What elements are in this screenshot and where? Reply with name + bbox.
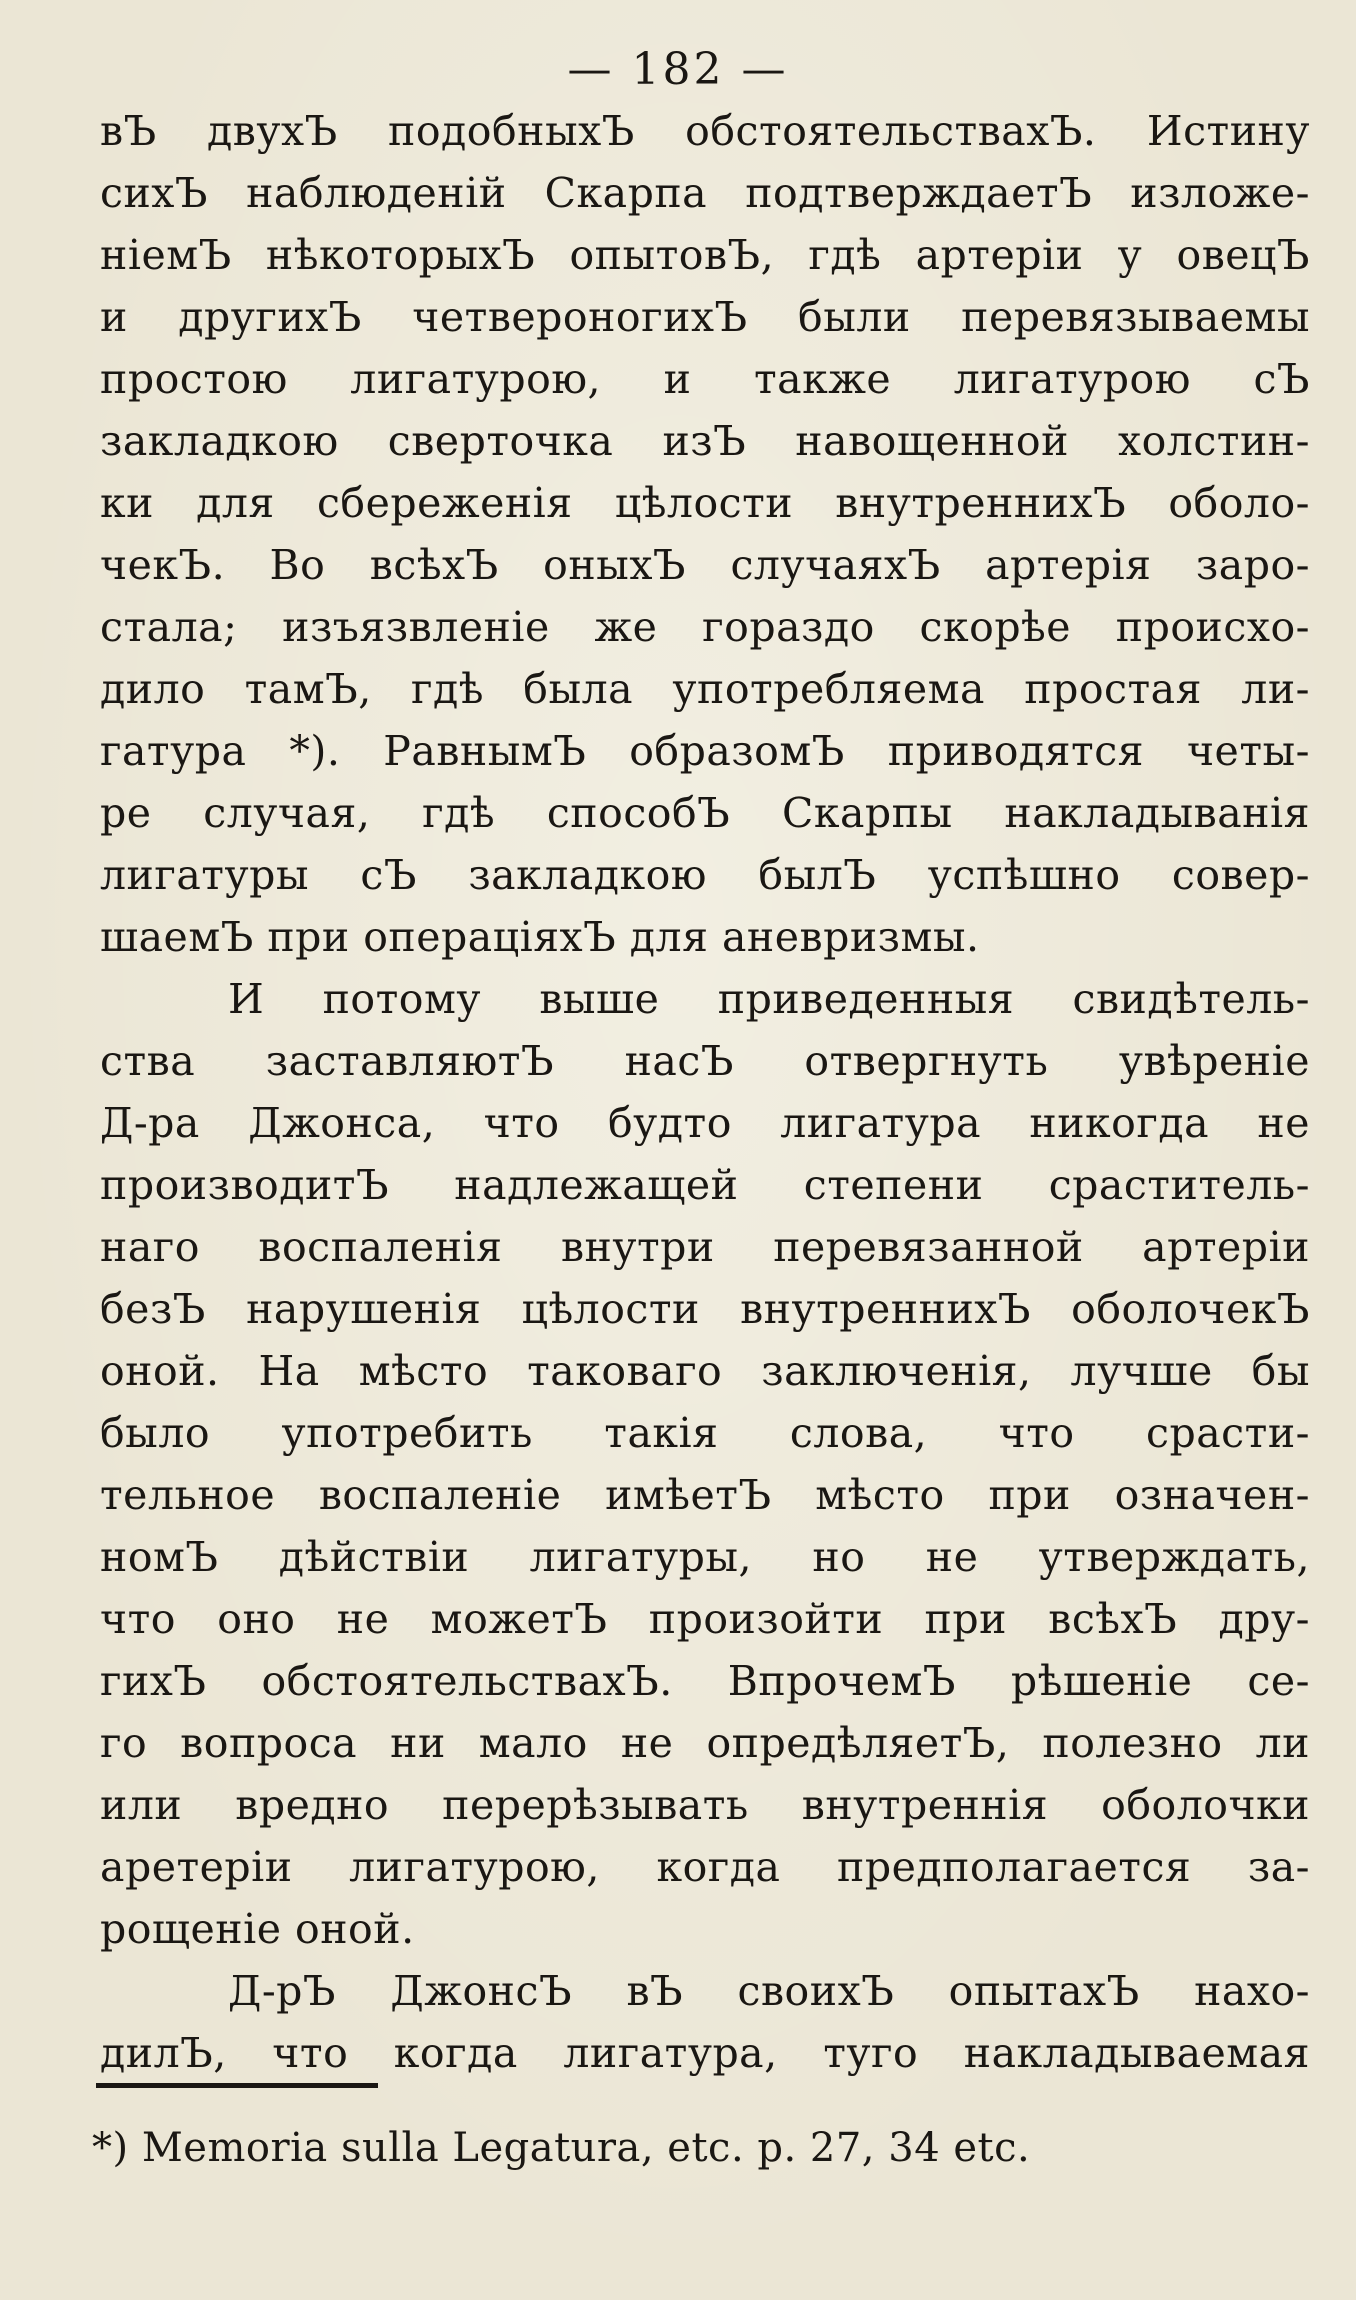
- text-line: производитЪ надлежащей степени сраститель-: [100, 1161, 1310, 1209]
- text-line: рощеніе оной.: [100, 1905, 415, 1953]
- text-line: чекЪ. Во всѣхЪ оныхЪ случаяхЪ артерія заро-: [100, 541, 1310, 589]
- text-line: наго воспаленія внутри перевязанной артеріи: [100, 1223, 1310, 1271]
- text-line: ре случая, гдѣ способЪ Скарпы накладыванія: [100, 789, 1310, 837]
- text-line: закладкою сверточка изЪ навощенной холстин-: [100, 417, 1310, 465]
- text-line: или вредно перерѣзывать внутреннія оболочки: [100, 1781, 1310, 1829]
- text-line: было употребить такія слова, что срасти-: [100, 1409, 1310, 1457]
- text-line: и другихЪ четвероногихЪ были перевязываемы: [100, 293, 1310, 341]
- text-line: ства заставляютЪ насЪ отвергнуть увѣреніе: [100, 1037, 1310, 1085]
- text-line: вЪ двухЪ подобныхЪ обстоятельствахЪ. Истину: [100, 107, 1310, 155]
- text-line: простою лигатурою, и также лигатурою сЪ: [100, 355, 1310, 403]
- text-line: что оно не можетЪ произойти при всѣхЪ дру-: [100, 1595, 1310, 1643]
- text-line: безЪ нарушенія цѣлости внутреннихЪ оболочекЪ: [100, 1285, 1310, 1333]
- text-line: ки для сбереженія цѣлости внутреннихЪ оболо-: [100, 479, 1310, 527]
- text-line: сихЪ наблюденій Скарпа подтверждаетЪ изложе-: [100, 169, 1310, 217]
- text-line: дило тамЪ, гдѣ была употребляема простая ли-: [100, 665, 1310, 713]
- paragraph-first-line: Д-рЪ ДжонсЪ вЪ своихЪ опытахЪ нахо-: [228, 1967, 1310, 2015]
- text-line: стала; изъязвленіе же гораздо скорѣе происхо-: [100, 603, 1310, 651]
- text-line: оной. На мѣсто таковаго заключенія, лучше бы: [100, 1347, 1310, 1395]
- footnote-rule: [96, 2083, 378, 2088]
- text-line: аретеріи лигатурою, когда предполагается за-: [100, 1843, 1310, 1891]
- text-line: лигатуры сЪ закладкою былЪ успѣшно совер-: [100, 851, 1310, 899]
- text-line: гатура *). РавнымЪ образомЪ приводятся четы-: [100, 727, 1310, 775]
- text-line: го вопроса ни мало не опредѣляетЪ, полезно ли: [100, 1719, 1310, 1767]
- text-line: ніемЪ нѣкоторыхЪ опытовЪ, гдѣ артеріи у овецЪ: [100, 231, 1310, 279]
- page-number: — 182 —: [567, 44, 789, 95]
- text-line: тельное воспаленіе имѣетЪ мѣсто при означен-: [100, 1471, 1310, 1519]
- text-line: шаемЪ при операціяхЪ для аневризмы.: [100, 913, 980, 961]
- footnote: *) Memoria sulla Legatura, etc. p. 27, 34 etc.: [92, 2125, 1031, 2171]
- paragraph-first-line: И потому выше приведенныя свидѣтель-: [228, 975, 1310, 1023]
- text-line: Д-ра Джонса, что будто лигатура никогда не: [100, 1099, 1310, 1147]
- text-line: номЪ дѣйствіи лигатуры, но не утверждать,: [100, 1533, 1310, 1581]
- text-line: гихЪ обстоятельствахЪ. ВпрочемЪ рѣшеніе се-: [100, 1657, 1310, 1705]
- text-line: дилЪ, что когда лигатура, туго накладываемая: [100, 2029, 1310, 2077]
